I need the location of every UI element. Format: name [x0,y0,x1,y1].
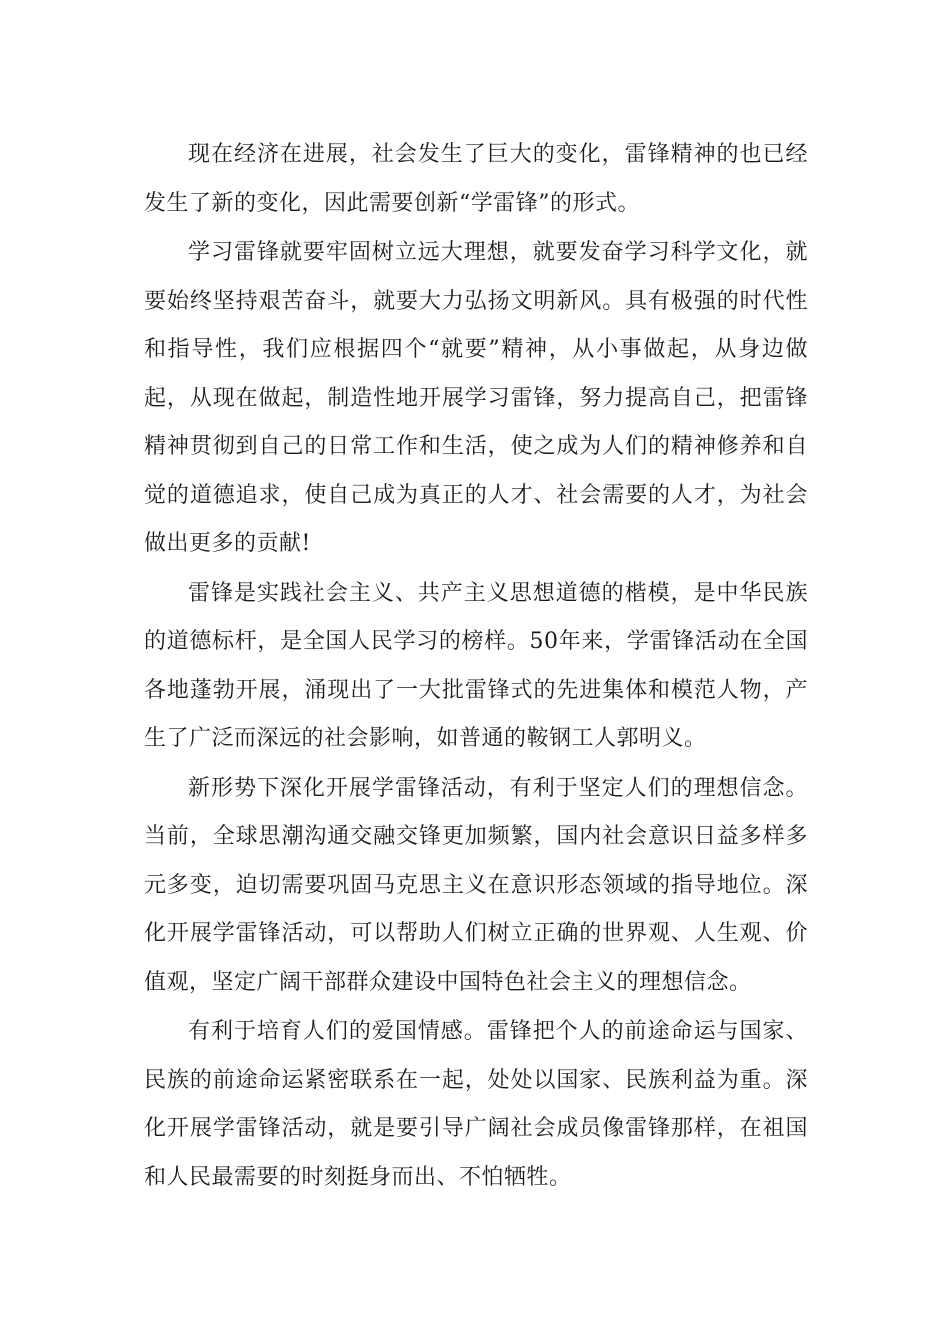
paragraph-1: 现在经济在进展，社会发生了巨大的变化，雷锋精神的也已经发生了新的变化，因此需要创新“学雷锋”的形式。 [144,142,808,216]
paragraph-5: 有利于培育人们的爱国情感。雷锋把个人的前途命运与国家、民族的前途命运紧密联系在一起，处处以国家、民族利益为重。深化开展学雷锋活动，就是要引导广阔社会成员像雷锋那样，在祖国和人民最需要的时刻挺身而出、不怕牺牲。 [144,1019,808,1190]
paragraph-4: 新形势下深化开展学雷锋活动，有利于坚定人们的理想信念。当前，全球思潮沟通交融交锋更加频繁，国内社会意识日益多样多元多变，迫切需要巩固马克思主义在意识形态领域的指导地位。深化开展学雷锋活动，可以帮助人们树立正确的世界观、人生观、价值观，坚定广阔干部群众建设中国特色社会主义的理想信念。 [144,775,808,995]
paragraph-3: 雷锋是实践社会主义、共产主义思想道德的楷模，是中华民族的道德标杆，是全国人民学习的榜样。50年来，学雷锋活动在全国各地蓬勃开展，涌现出了一大批雷锋式的先进集体和模范人物，产生了广泛而深远的社会影响，如普通的鞍钢工人郭明义。 [144,580,808,751]
paragraph-2: 学习雷锋就要牢固树立远大理想，就要发奋学习科学文化，就要始终坚持艰苦奋斗，就要大力弘扬文明新风。具有极强的时代性和指导性，我们应根据四个“就要”精神，从小事做起，从身边做起，从现在做起，制造性地开展学习雷锋，努力提高自己，把雷锋精神贯彻到自己的日常工作和生活，使之成为人们的精神修养和自觉的道德追求，使自己成为真正的人才、社会需要的人才，为社会做出更多的贡献! [144,240,808,556]
document-body [144,131,808,1203]
